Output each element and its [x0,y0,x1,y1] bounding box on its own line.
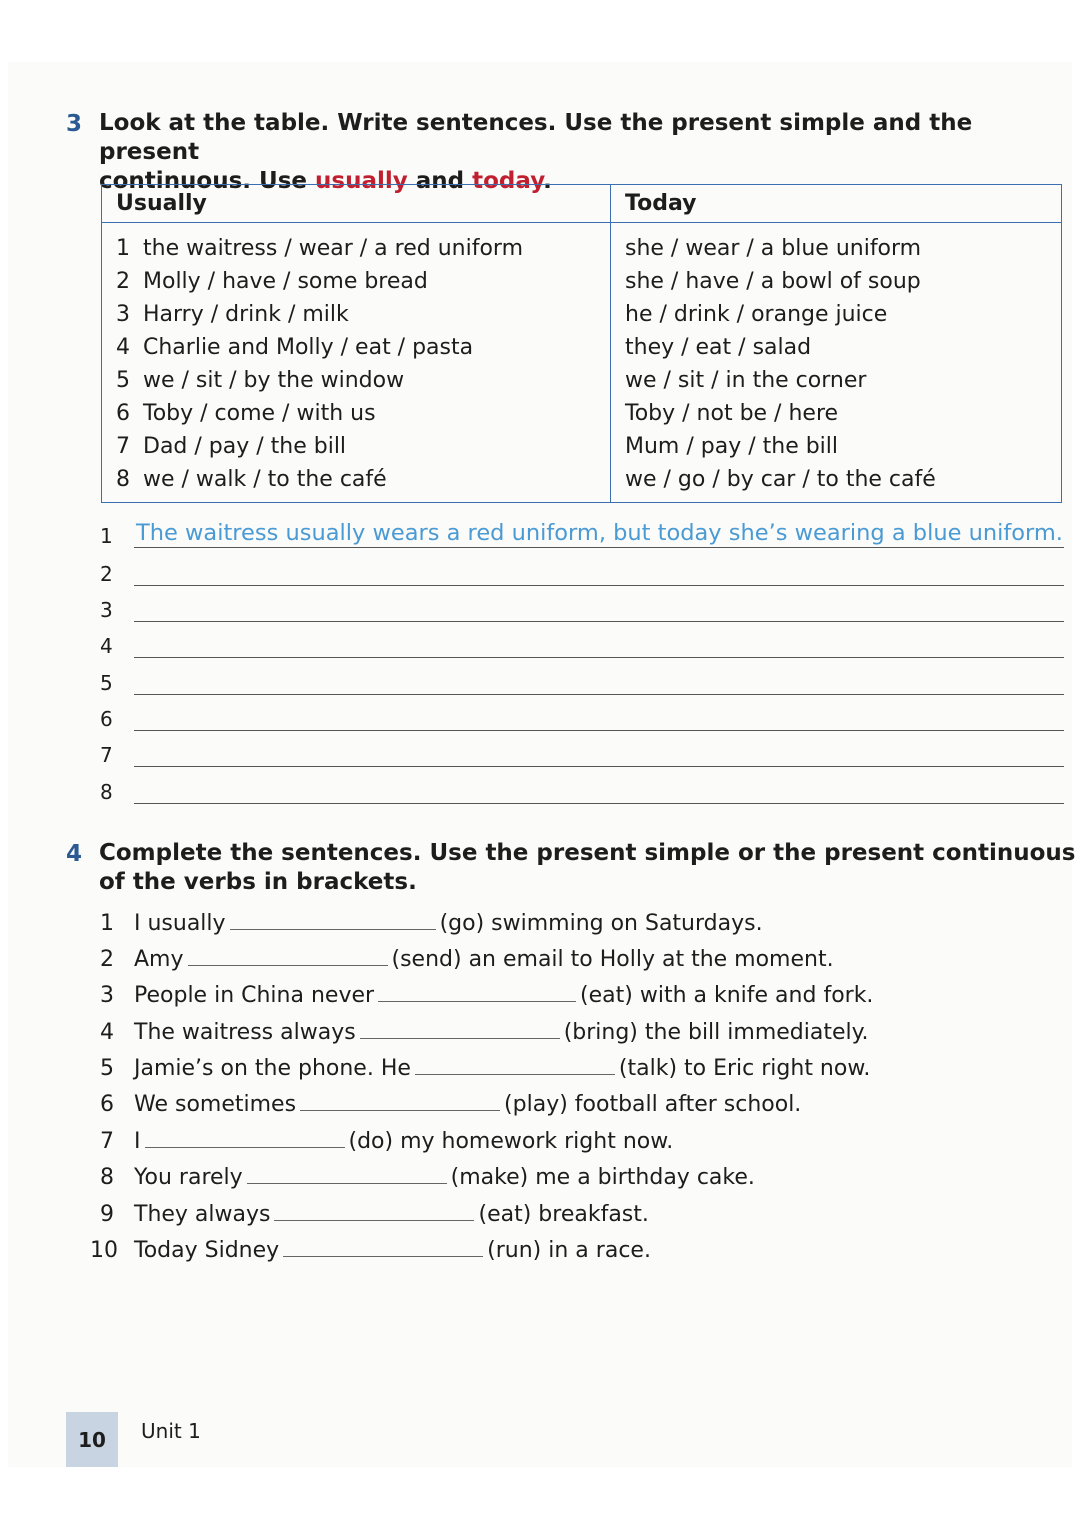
unit-label: Unit 1 [141,1419,201,1443]
sentence-item [100,947,834,977]
gap-blank[interactable] [188,947,388,966]
answer-number: 3 [100,598,113,622]
answer-number: 8 [100,780,113,804]
cell-usually [102,430,611,463]
cell-usually [102,364,611,397]
table-row [102,463,1062,503]
sentence-number: 3 [100,983,114,1008]
sentence-number: 5 [100,1056,114,1081]
sentence-item [100,1129,673,1159]
row-number: 5 [116,368,130,393]
table-row [102,397,1062,430]
answer-line[interactable] [100,739,1064,769]
gap-blank[interactable] [300,1092,500,1111]
row-number: 1 [116,236,130,261]
row-number: 7 [116,434,130,459]
exercise-3-title-line1: Look at the table. Write sentences. Use the present simple and the present [99,110,973,165]
cell-usually [102,397,611,430]
cell-today: she / wear / a blue uniform [625,236,922,261]
answer-underline [134,694,1064,695]
header-usually: Usually [102,185,611,223]
answer-underline [134,585,1064,586]
title-and: and [407,168,473,194]
keyword-usually: usually [315,168,408,194]
cell-today: we / sit / in the corner [625,368,867,393]
sentence-end: (eat) with a knife and fork. [580,983,874,1008]
sentence-start: I usually [134,911,226,936]
answer-line[interactable] [100,558,1064,588]
sentence-end: (play) football after school. [504,1092,802,1117]
exercise-4-title [99,839,1075,897]
cell-usually [102,265,611,298]
sentence-number: 10 [90,1238,118,1263]
sentence-start: People in China never [134,983,375,1008]
sentence-number: 6 [100,1092,114,1117]
sentence-end: (go) swimming on Saturdays. [439,911,763,936]
sentence-end: (talk) to Eric right now. [618,1056,871,1081]
answer-number: 5 [100,671,113,695]
answer-underline [134,730,1064,731]
sentence-start: You rarely [134,1165,243,1190]
cell-today: she / have / a bowl of soup [625,269,921,294]
sentence-start: The waitress always [134,1020,356,1045]
answer-line[interactable] [100,594,1064,624]
gap-blank[interactable] [145,1129,345,1148]
gap-blank[interactable] [274,1202,474,1221]
prompt-table [101,184,1062,503]
cell-today: Toby / not be / here [625,401,839,426]
answer-underline [134,803,1064,804]
exercise-3-number: 3 [66,111,83,137]
example-answer: The waitress usually wears a red uniform, but today she’s wearing a blue uniform. [136,520,1063,546]
usually-text: Molly / have / some bread [143,269,428,294]
cell-today: they / eat / salad [625,335,812,360]
row-number: 8 [116,467,130,492]
page-number: 10 [66,1412,118,1467]
sentence-start: We sometimes [134,1092,297,1117]
answer-underline [134,766,1064,767]
exercise-3-title [99,109,1080,196]
cell-usually [102,463,611,503]
sentence-end: (eat) breakfast. [478,1202,649,1227]
cell-today: we / go / by car / to the café [625,467,936,492]
sentence-number: 7 [100,1129,114,1154]
answer-number: 7 [100,743,113,767]
sentence-start: They always [134,1202,271,1227]
cell-usually [102,331,611,364]
row-number: 4 [116,335,130,360]
table-row [102,331,1062,364]
usually-text: we / sit / by the window [143,368,405,393]
usually-text: Harry / drink / milk [143,302,349,327]
usually-text: Dad / pay / the bill [143,434,347,459]
sentence-item [90,1238,651,1268]
gap-blank[interactable] [415,1056,615,1075]
sentence-number: 4 [100,1020,114,1045]
answer-line[interactable] [100,703,1064,733]
sentence-item [100,1020,869,1050]
keyword-today: today [472,168,544,194]
answer-number: 1 [100,524,113,548]
answer-number: 2 [100,562,113,586]
sentence-start: Today Sidney [134,1238,280,1263]
sentence-end: (send) an email to Holly at the moment. [391,947,834,972]
sentence-item [100,911,763,941]
cell-today: Mum / pay / the bill [625,434,839,459]
cell-usually [102,223,611,266]
sentence-end: (make) me a birthday cake. [450,1165,755,1190]
sentence-end: (bring) the bill immediately. [563,1020,869,1045]
gap-blank[interactable] [283,1238,483,1257]
sentence-number: 1 [100,911,114,936]
sentence-number: 9 [100,1202,114,1227]
answer-number: 6 [100,707,113,731]
sentence-start: I [134,1129,141,1154]
answer-underline [134,547,1064,548]
table-row [102,430,1062,463]
usually-text: Charlie and Molly / eat / pasta [143,335,474,360]
table-row [102,298,1062,331]
answer-line[interactable] [100,630,1064,660]
usually-text: we / walk / to the café [143,467,387,492]
title-end: . [543,168,552,194]
answer-underline [134,621,1064,622]
cell-usually [102,298,611,331]
answer-underline [134,657,1064,658]
row-number: 3 [116,302,130,327]
exercise-4-title-line2: of the verbs in brackets. [99,869,417,895]
usually-text: the waitress / wear / a red uniform [143,236,524,261]
header-today: Today [611,185,1062,223]
sentence-start: Jamie’s on the phone. He [134,1056,411,1081]
answer-line[interactable] [100,520,1064,550]
table-row [102,265,1062,298]
gap-blank[interactable] [360,1020,560,1039]
sentence-item [100,1092,801,1122]
sentence-item [100,1056,870,1086]
gap-blank[interactable] [247,1165,447,1184]
row-number: 6 [116,401,130,426]
title-text: continuous. Use [99,168,316,194]
sentence-start: Amy [134,947,184,972]
exercise-4-number: 4 [66,841,83,867]
table-row [102,364,1062,397]
sentence-end: (run) in a race. [487,1238,651,1263]
usually-text: Toby / come / with us [143,401,376,426]
sentence-number: 8 [100,1165,114,1190]
answer-line[interactable] [100,667,1064,697]
exercise-4-title-line1: Complete the sentences. Use the present simple or the present continuous [99,840,1076,866]
sentence-end: (do) my homework right now. [348,1129,674,1154]
answer-line[interactable] [100,776,1064,806]
sentence-item [100,1165,755,1195]
cell-today: he / drink / orange juice [625,302,888,327]
sentence-item [100,983,873,1013]
row-number: 2 [116,269,130,294]
gap-blank[interactable] [230,911,436,930]
table-row [102,223,1062,266]
sentence-number: 2 [100,947,114,972]
sentence-item [100,1202,649,1232]
answer-number: 4 [100,634,113,658]
gap-blank[interactable] [378,983,576,1002]
